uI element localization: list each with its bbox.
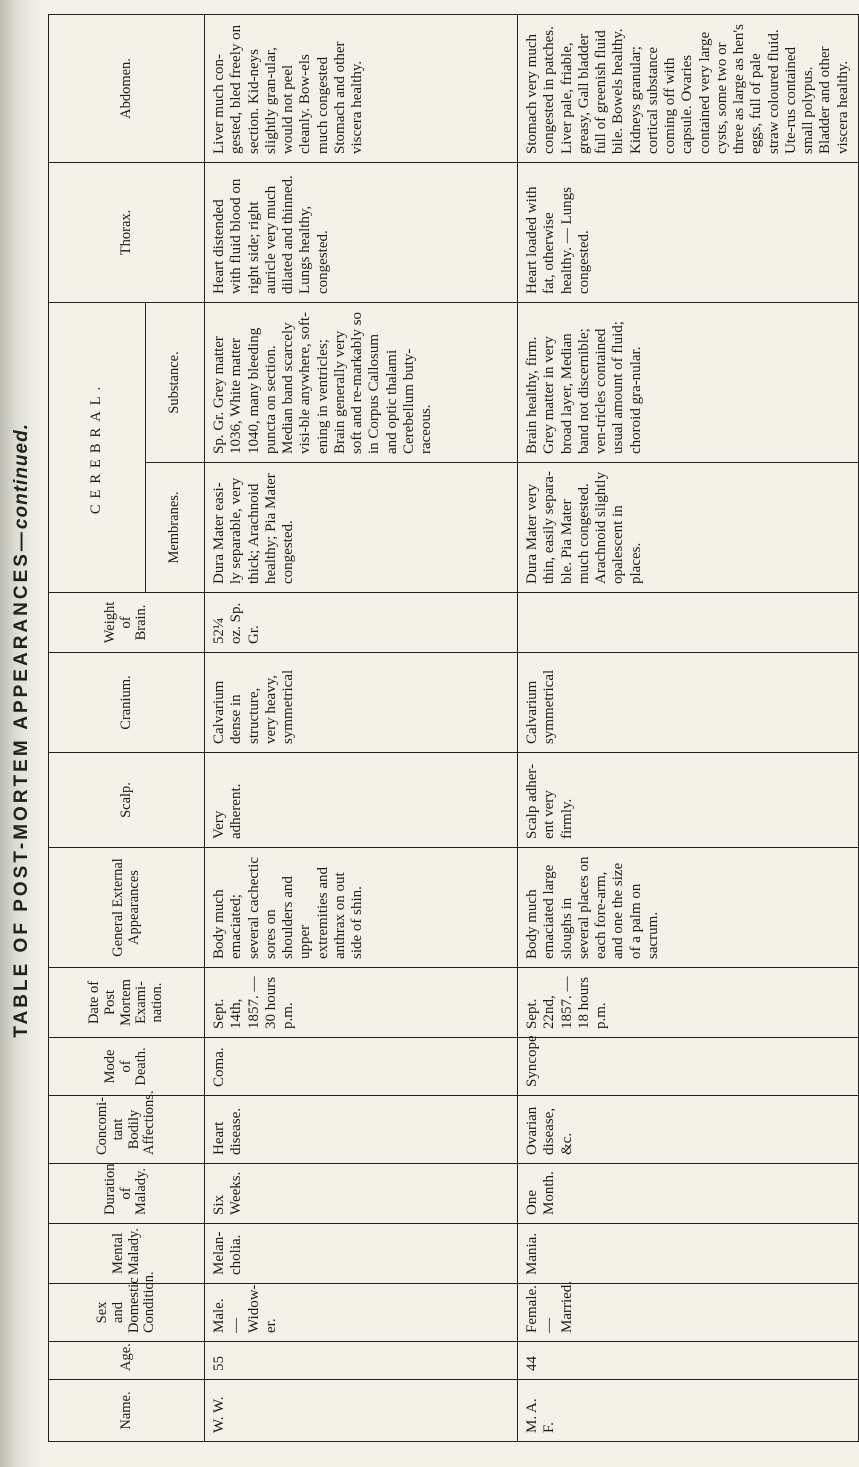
cell-age: 44	[518, 1342, 859, 1380]
running-title-main: TABLE OF POST-MORTEM APPEARANCES	[11, 550, 32, 1038]
header-cerebral: CEREBRAL.	[49, 302, 146, 592]
header-name: Name.	[49, 1380, 205, 1442]
cell-sex: Female. — Married.	[518, 1284, 859, 1342]
header-substance: Substance.	[146, 302, 205, 462]
cell-scalp: Scalp adher-ent very firmly.	[518, 753, 859, 848]
cell-weight-of-brain	[518, 593, 859, 653]
cell-membranes: Dura Mater easi-ly separable, very thick; Arachnoid healthy; Pia Mater congested.	[205, 463, 518, 593]
cell-abdomen: Liver much con-gested, bled freely on section. Kid-neys slightly gran-ular, would not peel cleanly. Bow-els much congested Stomach and other viscera healthy.	[205, 14, 518, 162]
cell-cranium: Calvarium dense in structure, very heavy, symmetrical	[205, 653, 518, 753]
cell-age: 55	[205, 1342, 518, 1380]
header-date: Date of Post Mortem Exami-nation.	[49, 968, 205, 1038]
cell-mental-malady: Mania.	[518, 1224, 859, 1284]
cell-date: Sept. 14th, 1857. — 30 hours p.m.	[205, 968, 518, 1038]
cell-general-appearances: Body much emaciated large sloughs in several places on each fore-arm, and one the size of a palm on sacrum.	[518, 848, 859, 968]
header-age: Age.	[49, 1342, 205, 1380]
header-cranium: Cranium.	[49, 653, 205, 753]
header-scalp: Scalp.	[49, 753, 205, 848]
cell-sex: Male. — Widow-er.	[205, 1284, 518, 1342]
table-row	[518, 14, 859, 1441]
cell-mode-of-death: Syncope	[518, 1038, 859, 1096]
cell-weight-of-brain: 52¼ oz. Sp. Gr.	[205, 593, 518, 653]
post-mortem-table	[48, 14, 859, 1442]
header-general-appearances: General External Appearances	[49, 848, 205, 968]
cell-mental-malady: Melan-cholia.	[205, 1224, 518, 1284]
cell-thorax: Heart distended with fluid blood on right side; right auricle very much dilated and thinned. Lungs healthy, congested.	[205, 162, 518, 302]
cell-scalp: Very adherent.	[205, 753, 518, 848]
header-sex: Sex and Domestic Condition.	[49, 1284, 205, 1342]
cell-substance: Brain healthy, firm. Grey matter in very broad layer, Median band not discernible; ven-tricles contained usual amount of fluid; choroid gra-nular.	[518, 302, 859, 462]
cell-general-appearances: Body much emaciated; several cachectic sores on shoulders and upper extremities and anthrax on out side of shin.	[205, 848, 518, 968]
header-membranes: Membranes.	[146, 463, 205, 593]
cell-membranes: Dura Mater very thin, easily separa-ble. Pia Mater much congested. Arachnoid slightly opalescent in places.	[518, 463, 859, 593]
cell-mode-of-death: Coma.	[205, 1038, 518, 1096]
running-title-continued: continued.	[11, 422, 32, 529]
cell-date: Sept. 22nd, 1857. — 18 hours p.m.	[518, 968, 859, 1038]
table-wrapper	[48, 15, 851, 1455]
cell-cranium: Calvarium symmetrical	[518, 653, 859, 753]
cell-abdomen: Stomach very much congested in patches. Liver pale, friable, greasy, Gall bladder full of greenish fluid bile. Bowels healthy. Kidneys granular; cortical substance coming off with capsule. Ovaries contained very large cysts, some two or three as large as hen's eggs, full of pale straw coloured fluid. Ute-rus contained small polypus. Bladder and other viscera healthy.	[518, 14, 859, 162]
cell-concomitant: Heart disease.	[205, 1096, 518, 1164]
rotated-table-frame	[48, 15, 851, 1442]
table-row	[205, 14, 518, 1441]
cell-concomitant: Ovarian disease, &c.	[518, 1096, 859, 1164]
header-concomitant: Concomi-tant Bodily Affections.	[49, 1096, 205, 1164]
cell-duration: One Month.	[518, 1164, 859, 1224]
cell-name: W. W.	[205, 1380, 518, 1442]
cell-substance: Sp. Gr. Grey matter 1036, White matter 1040, many bleeding puncta on section. Median band scarcely visi-ble anywhere, soft-ening in ventricles; Brain generally very soft and re-markably so in Corpus Callosum and optic thalami Cerebellum buty-raceous.	[205, 302, 518, 462]
header-abdomen: Abdomen.	[49, 14, 205, 162]
running-title: TABLE OF POST-MORTEM APPEARANCES—continued.	[11, 422, 32, 1038]
header-weight-of-brain: Weight of Brain.	[49, 593, 205, 653]
header-row	[49, 14, 146, 1441]
header-duration: Duration of Malady.	[49, 1164, 205, 1224]
binding-strip	[0, 0, 44, 1467]
header-mode-of-death: Mode of Death.	[49, 1038, 205, 1096]
cell-thorax: Heart loaded with fat, otherwise healthy. — Lungs congested.	[518, 162, 859, 302]
cell-duration: Six Weeks.	[205, 1164, 518, 1224]
header-thorax: Thorax.	[49, 162, 205, 302]
header-mental-malady: Mental Malady.	[49, 1224, 205, 1284]
cell-name: M. A. F.	[518, 1380, 859, 1442]
